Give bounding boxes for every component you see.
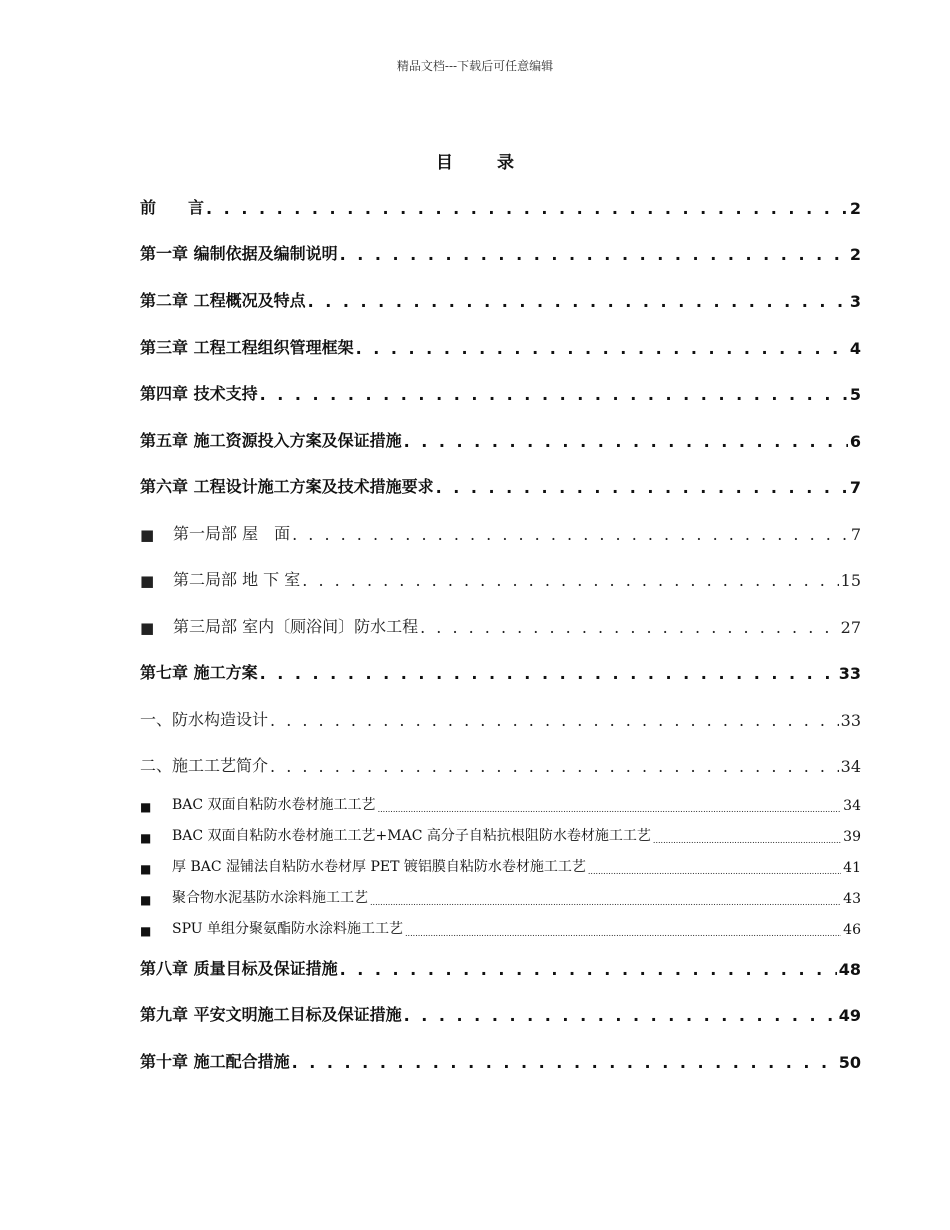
toc-entry[interactable] xyxy=(140,794,861,814)
toc-entry-text: 前 言 xyxy=(140,198,205,217)
toc-entry-text: 一、防水构造设计 xyxy=(140,710,269,729)
toc-leader xyxy=(340,245,848,264)
toc-entry-text: 第六章 工程设计施工方案及技术措施要求 xyxy=(140,477,434,496)
toc-leader xyxy=(370,898,841,907)
toc-leader xyxy=(260,664,837,683)
toc-entry-text: 第二局部 地 下 室 xyxy=(173,570,301,589)
toc-entry-page: 4 xyxy=(849,339,861,358)
toc-entry[interactable] xyxy=(140,567,861,590)
toc-entry-text: 第一章 编制依据及编制说明 xyxy=(140,244,338,263)
toc-leader xyxy=(270,711,839,730)
toc-entry-text: BAC 双面自粘防水卷材施工工艺+MAC 高分子自粘抗根阻防水卷材施工工艺 xyxy=(172,828,651,844)
toc-entry-page: 43 xyxy=(843,891,861,907)
toc-entry[interactable] xyxy=(140,707,861,730)
toc-title-part1: 目 xyxy=(436,153,454,173)
toc-leader xyxy=(260,385,848,404)
toc-entry-page: 33 xyxy=(838,664,861,683)
toc-entry-page: 15 xyxy=(840,571,861,590)
toc-leader xyxy=(420,618,839,637)
toc-entry-text: 第三章 工程工程组织管理框架 xyxy=(140,338,354,357)
toc-entry-page: 41 xyxy=(843,860,861,876)
toc-entry-page: 33 xyxy=(840,711,861,730)
toc-entry[interactable] xyxy=(140,381,861,404)
toc-entry[interactable] xyxy=(140,474,861,497)
toc-leader xyxy=(436,478,848,497)
toc-leader xyxy=(206,199,848,218)
bullet-square-icon: ■ xyxy=(140,893,152,907)
toc-entry-text: BAC 双面自粘防水卷材施工工艺 xyxy=(172,797,376,813)
toc-entry-page: 3 xyxy=(849,292,861,311)
toc-entry[interactable] xyxy=(140,521,861,544)
toc-entry[interactable] xyxy=(140,241,861,264)
toc-leader xyxy=(292,1053,837,1072)
toc-entry-page: 5 xyxy=(849,385,861,404)
toc-entry-text: 第一局部 屋 面 xyxy=(173,524,291,543)
toc-entry-page: 39 xyxy=(843,829,861,845)
toc-title-part2: 录 xyxy=(496,153,514,173)
toc-entry-text: 聚合物水泥基防水涂料施工工艺 xyxy=(172,890,368,906)
toc-entry-text: 第九章 平安文明施工目标及保证措施 xyxy=(140,1005,402,1024)
toc-leader xyxy=(404,1006,837,1025)
toc-entry[interactable] xyxy=(140,428,861,451)
toc-leader xyxy=(340,960,837,979)
toc-leader xyxy=(270,757,839,776)
toc-leader xyxy=(404,432,848,451)
toc-entry[interactable] xyxy=(140,918,861,938)
toc-entry[interactable] xyxy=(140,825,861,845)
toc-entry-page: 2 xyxy=(849,245,861,264)
toc-entry-page: 50 xyxy=(838,1053,861,1072)
toc-entry-text: 第四章 技术支持 xyxy=(140,384,258,403)
bullet-square-icon: ■ xyxy=(140,572,155,590)
toc-entry-text: 第十章 施工配合措施 xyxy=(140,1052,290,1071)
toc-entry[interactable] xyxy=(140,335,861,358)
toc-leader xyxy=(292,525,849,544)
toc-title xyxy=(0,148,950,173)
bullet-square-icon: ■ xyxy=(140,800,152,814)
toc-entry-text: 第七章 施工方案 xyxy=(140,663,258,682)
page-header: 精品文档---下载后可任意编辑 xyxy=(396,59,554,73)
toc-leader xyxy=(405,929,841,938)
toc-entry-text: 厚 BAC 湿铺法自粘防水卷材厚 PET 镀铝膜自粘防水卷材施工工艺 xyxy=(172,859,586,875)
toc-entry-page: 34 xyxy=(840,757,861,776)
bullet-square-icon: ■ xyxy=(140,831,152,845)
toc-entry-page: 2 xyxy=(849,199,861,218)
toc-leader xyxy=(308,292,848,311)
bullet-square-icon: ■ xyxy=(140,619,155,637)
toc-leader xyxy=(588,867,841,876)
toc-entry[interactable] xyxy=(140,956,861,979)
toc-entry-text: 第二章 工程概况及特点 xyxy=(140,291,306,310)
toc-entry-text: 第五章 施工资源投入方案及保证措施 xyxy=(140,431,402,450)
toc-leader xyxy=(653,836,841,845)
toc-entry-page: 27 xyxy=(840,618,861,637)
toc-entry-page: 6 xyxy=(849,432,861,451)
toc-entry-text: 二、施工工艺简介 xyxy=(140,756,269,775)
bullet-square-icon: ■ xyxy=(140,862,152,876)
toc-entry-page: 48 xyxy=(838,960,861,979)
toc-entry-page: 34 xyxy=(843,798,861,814)
toc-entry[interactable] xyxy=(140,856,861,876)
toc-entry[interactable] xyxy=(140,195,861,218)
toc-entry-page: 7 xyxy=(849,478,861,497)
toc-entry[interactable] xyxy=(140,288,861,311)
toc-entry-page: 7 xyxy=(850,525,861,544)
toc-entry-text: 第八章 质量目标及保证措施 xyxy=(140,959,338,978)
bullet-square-icon: ■ xyxy=(140,526,155,544)
bullet-square-icon: ■ xyxy=(140,924,152,938)
toc-entry[interactable] xyxy=(140,614,861,637)
toc-entry-page: 49 xyxy=(838,1006,861,1025)
toc-entry-page: 46 xyxy=(843,922,861,938)
toc-entry[interactable] xyxy=(140,753,861,776)
toc-entry-text: SPU 单组分聚氨酯防水涂料施工工艺 xyxy=(172,921,404,937)
toc-entry-text: 第三局部 室内〔厕浴间〕防水工程 xyxy=(173,617,419,636)
toc-entry[interactable] xyxy=(140,1049,861,1072)
toc-entry[interactable] xyxy=(140,887,861,907)
toc-entry[interactable] xyxy=(140,660,861,683)
toc-leader xyxy=(378,805,842,814)
toc-leader xyxy=(302,571,838,590)
toc-leader xyxy=(356,339,848,358)
toc-entry[interactable] xyxy=(140,1002,861,1025)
